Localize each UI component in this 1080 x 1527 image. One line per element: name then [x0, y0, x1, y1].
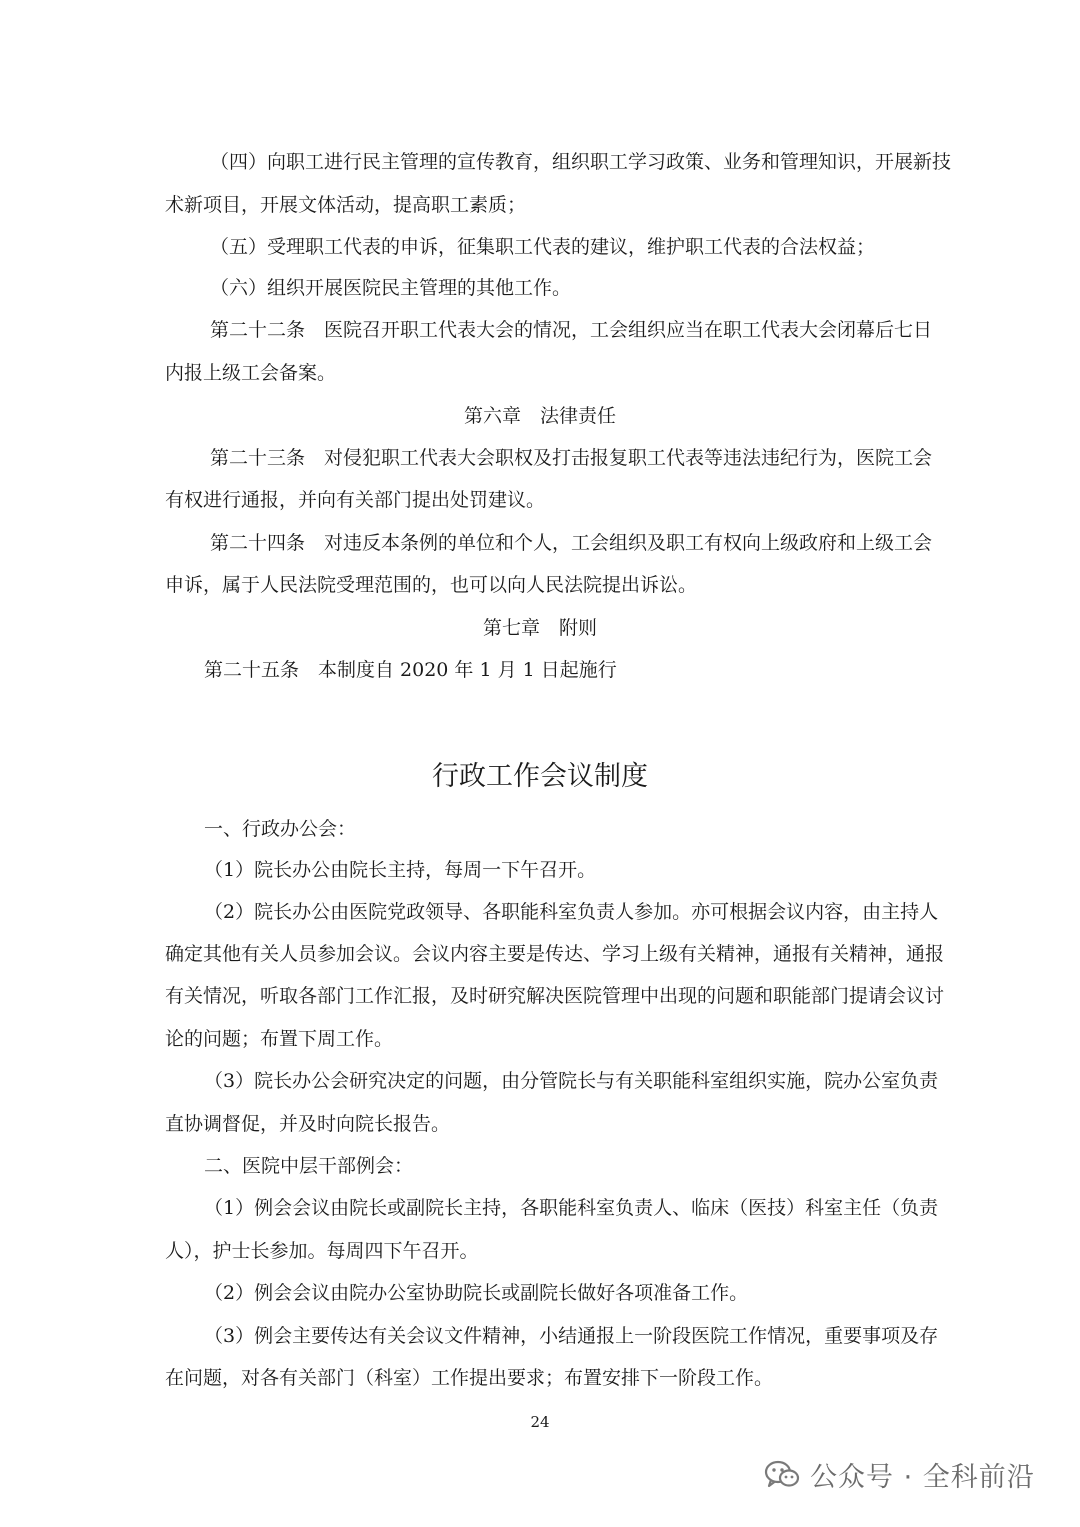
paragraph-line: 人），护士长参加。每周四下午召开。: [165, 1240, 479, 1262]
chapter-heading: 第七章 附则: [482, 617, 597, 639]
page-number: 24: [530, 1413, 550, 1431]
paragraph-line: 直协调督促，并及时向院长报告。: [165, 1113, 451, 1135]
paragraph-line: 确定其他有关人员参加会议。会议内容主要是传达、学习上级有关精神，通报有关精神，通报: [165, 943, 945, 965]
paragraph-line: 第二十五条 本制度自 2020 年 1 月 1 日起施行: [204, 659, 617, 681]
paragraph-line: （五）受理职工代表的申诉，征集职工代表的建议，维护职工代表的合法权益；: [210, 236, 876, 258]
paragraph-line: 第二十四条 对违反本条例的单位和个人，工会组织及职工有权向上级政府和上级工会: [210, 532, 933, 554]
paragraph-line: （1）例会会议由院长或副院长主持，各职能科室负责人、临床（医技）科室主任（负责: [204, 1197, 939, 1219]
paragraph-line: （2）例会会议由院办公室协助院长或副院长做好各项准备工作。: [204, 1282, 749, 1304]
paragraph-line: 第二十三条 对侵犯职工代表大会职权及打击报复职工代表等违法违纪行为，医院工会: [210, 447, 933, 469]
wechat-icon: [764, 1460, 800, 1490]
paragraph-line: 有关情况，听取各部门工作汇报，及时研究解决医院管理中出现的问题和职能部门提请会议讨: [165, 985, 945, 1007]
paragraph-line: 术新项目，开展文体活动，提高职工素质；: [165, 194, 527, 216]
paragraph-line: （1）院长办公由院长主持，每周一下午召开。: [204, 859, 597, 881]
paragraph-line: 有权进行通报，并向有关部门提出处罚建议。: [165, 489, 546, 511]
paragraph-line: （四）向职工进行民主管理的宣传教育，组织职工学习政策、业务和管理知识，开展新技: [210, 151, 952, 173]
paragraph-line: 论的问题；布置下周工作。: [165, 1028, 394, 1050]
paragraph-line: 内报上级工会备案。: [165, 362, 337, 384]
watermark-text: 公众号 · 全科前沿: [810, 1462, 1035, 1493]
page-title: 行政工作会议制度: [432, 761, 648, 792]
chapter-heading: 第六章 法律责任: [463, 405, 616, 427]
paragraph-line: 一、行政办公会：: [204, 818, 357, 840]
paragraph-line: 第二十二条 医院召开职工代表大会的情况，工会组织应当在职工代表大会闭幕后七日: [210, 319, 933, 341]
paragraph-line: 在问题，对各有关部门（科室）工作提出要求；布置安排下一阶段工作。: [165, 1367, 774, 1389]
paragraph-line: （2）院长办公由医院党政领导、各职能科室负责人参加。亦可根据会议内容，由主持人: [204, 901, 939, 923]
paragraph-line: 申诉，属于人民法院受理范围的，也可以向人民法院提出诉讼。: [165, 574, 698, 596]
paragraph-line: （3）院长办公会研究决定的问题，由分管院长与有关职能科室组织实施，院办公室负责: [204, 1070, 939, 1092]
watermark: [764, 1455, 1035, 1494]
paragraph-line: （六）组织开展医院民主管理的其他工作。: [210, 277, 572, 299]
paragraph-line: （3）例会主要传达有关会议文件精神，小结通报上一阶段医院工作情况，重要事项及存: [204, 1325, 939, 1347]
paragraph-line: 二、医院中层干部例会：: [204, 1155, 414, 1177]
